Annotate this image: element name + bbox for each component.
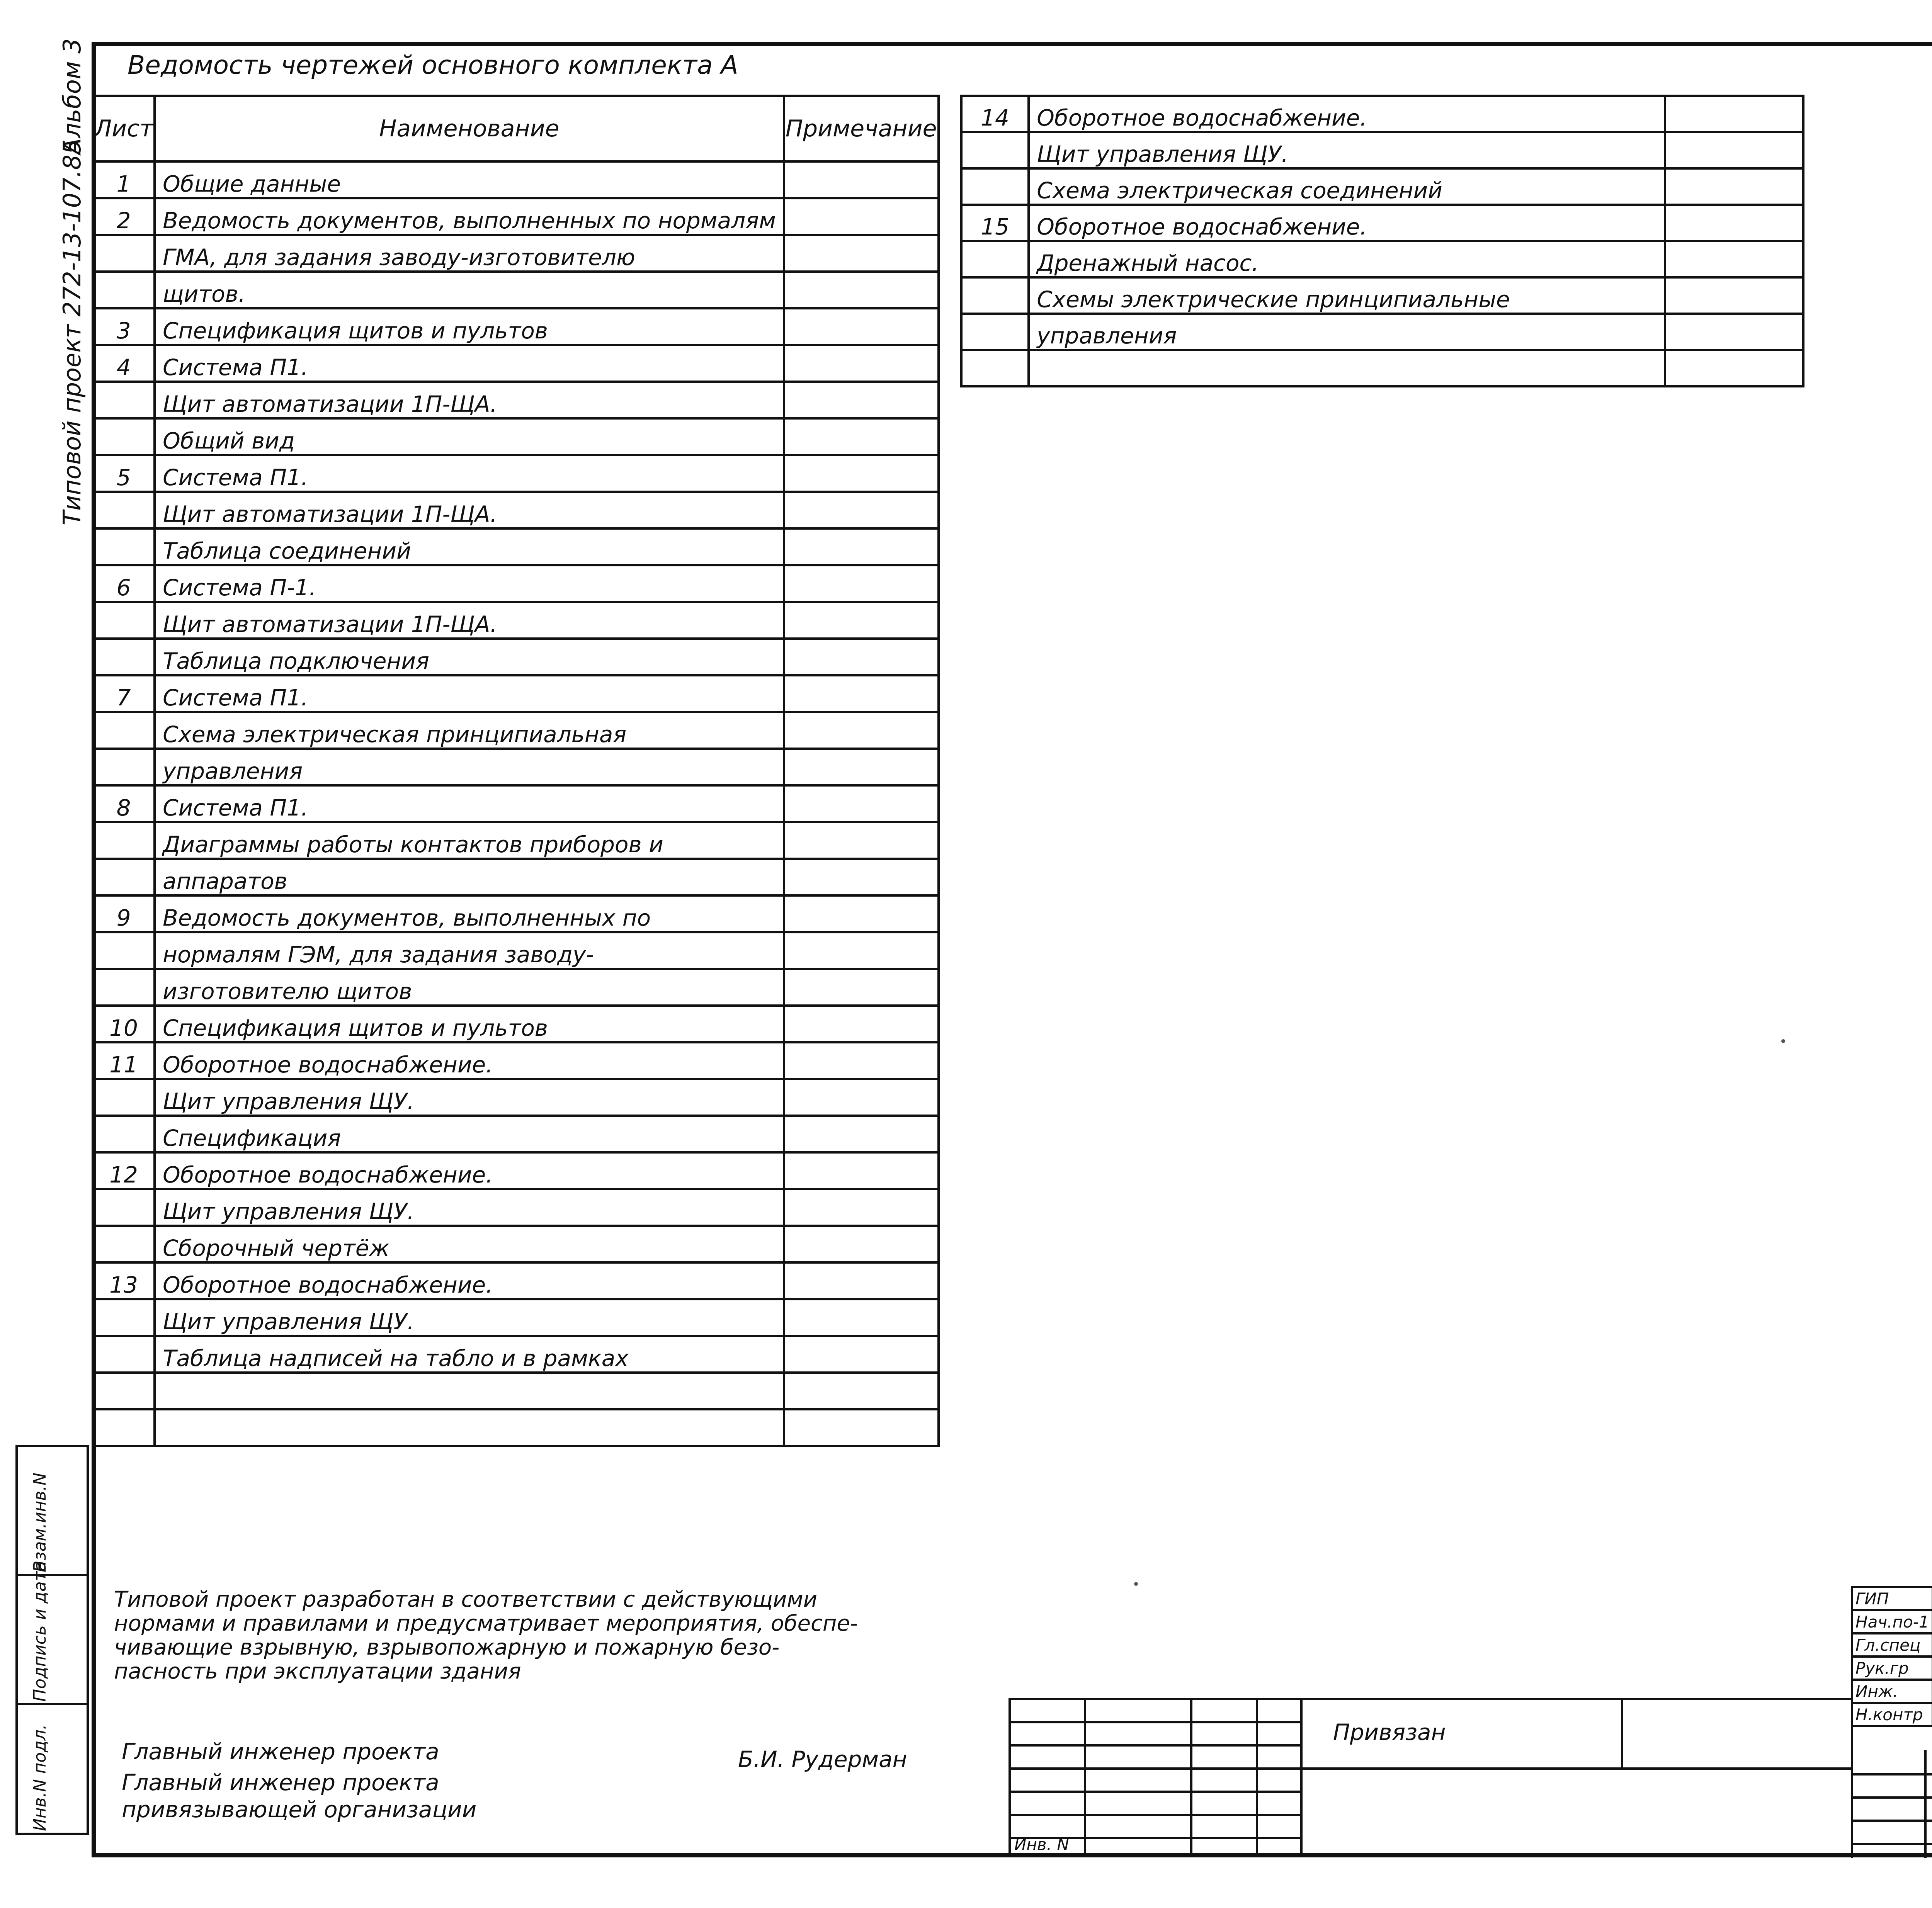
table-row <box>93 749 939 785</box>
table-row <box>93 1226 939 1262</box>
sheet-note <box>1665 241 1803 277</box>
sheet-number: 2 <box>93 198 155 235</box>
sheet-note <box>784 712 939 749</box>
sheet-note <box>1665 96 1803 132</box>
table-row <box>93 895 939 932</box>
sheet-name: Диаграммы работы контактов приборов и <box>155 822 784 859</box>
signature-row <box>1852 1610 1932 1633</box>
sheet-number <box>93 749 155 785</box>
table-row <box>93 235 939 272</box>
sheet-name: Таблица соединений <box>155 528 784 565</box>
sheet-name: Система П-1. <box>155 565 784 602</box>
table-row <box>93 785 939 822</box>
sheet-name: Щит автоматизации 1П-ЩА. <box>155 382 784 418</box>
signature-role: ГИП <box>1852 1587 1932 1610</box>
sheet-number <box>93 822 155 859</box>
side-label-2: Подпись и дата <box>30 1561 50 1702</box>
sheet-name: Дренажный насос. <box>1029 241 1665 277</box>
sheet-note <box>784 859 939 895</box>
signature-role: Гл.спец <box>1852 1633 1932 1657</box>
table-row <box>93 1299 939 1336</box>
sheet-note <box>784 969 939 1006</box>
table-row <box>93 1006 939 1042</box>
note-line: пасность при эксплуатации здания <box>114 1659 521 1684</box>
sheet-number <box>961 132 1029 168</box>
note-line: чивающие взрывную, взрывопожарную и пожарную безо- <box>114 1635 780 1660</box>
sheet-name: Схема электрическая принципиальная <box>155 712 784 749</box>
table-row <box>93 639 939 675</box>
sheet-name: Схема электрическая соединений <box>1029 168 1665 205</box>
note-line: Типовой проект разработан в соответствии с действующими <box>114 1587 818 1612</box>
table-row <box>961 132 1803 168</box>
sheet-note <box>1665 314 1803 350</box>
sheet-number <box>93 235 155 272</box>
sheet-number <box>93 1299 155 1336</box>
sheet-name <box>155 1373 784 1409</box>
sheet-note <box>784 749 939 785</box>
sheet-name: щитов. <box>155 272 784 308</box>
sheet-note <box>784 822 939 859</box>
sheet-note <box>784 1226 939 1262</box>
sheet-number: 5 <box>93 455 155 492</box>
sheet-name: нормалям ГЭМ, для задания заводу- <box>155 932 784 969</box>
col-header-sheet: Лист <box>93 96 155 161</box>
sheet-name: управления <box>1029 314 1665 350</box>
sheet-name: Система П1. <box>155 785 784 822</box>
sheet-note <box>784 418 939 455</box>
sheet-note <box>784 785 939 822</box>
sheet-name: аппаратов <box>155 859 784 895</box>
table-row <box>93 1152 939 1189</box>
table-row <box>961 277 1803 314</box>
table-row <box>961 314 1803 350</box>
sheet-number <box>93 1373 155 1409</box>
signature-row <box>1852 1703 1932 1726</box>
sheet-number <box>93 859 155 895</box>
sheet-number <box>93 1189 155 1226</box>
sheet-number <box>961 314 1029 350</box>
table-row <box>93 859 939 895</box>
sheet-note <box>784 895 939 932</box>
sheet-name: Щит управления ЩУ. <box>155 1189 784 1226</box>
sheet-name: Щит автоматизации 1П-ЩА. <box>155 492 784 528</box>
sheet-name: Спецификация щитов и пультов <box>155 1006 784 1042</box>
sheet-number <box>93 1116 155 1152</box>
sheet-number: 9 <box>93 895 155 932</box>
sheet-number <box>93 528 155 565</box>
sheet-note <box>784 602 939 639</box>
table-row <box>93 1262 939 1299</box>
sheet-name: Щит управления ЩУ. <box>1029 132 1665 168</box>
note-line: нормами и правилами и предусматривает мероприятия, обеспе- <box>114 1611 858 1636</box>
sheet-name: Общие данные <box>155 161 784 198</box>
table-row <box>93 1116 939 1152</box>
sheet-number <box>93 382 155 418</box>
table-row <box>93 602 939 639</box>
sheet-name: Щит автоматизации 1П-ЩА. <box>155 602 784 639</box>
sheet-note <box>784 528 939 565</box>
sheet-number <box>93 969 155 1006</box>
table-row <box>961 205 1803 241</box>
sheet-note <box>784 308 939 345</box>
drawings-table-right <box>960 95 1804 387</box>
table-row <box>93 492 939 528</box>
sheet-number: 13 <box>93 1262 155 1299</box>
sheet-note <box>784 161 939 198</box>
signature-role: Нач.по-1 <box>1852 1610 1932 1633</box>
sheet-name: Оборотное водоснабжение. <box>155 1152 784 1189</box>
sheet-note <box>784 1042 939 1079</box>
sheet-number <box>961 241 1029 277</box>
table-row <box>93 382 939 418</box>
sheet-number <box>93 712 155 749</box>
col-header-note: Примечание <box>784 96 939 161</box>
sheet-number: 4 <box>93 345 155 382</box>
sheet-number: 6 <box>93 565 155 602</box>
sheet-number <box>93 418 155 455</box>
binding-org-label: привязывающей организации <box>122 1796 477 1823</box>
table-row <box>93 1373 939 1409</box>
sheet-number: 8 <box>93 785 155 822</box>
sheet-note <box>784 382 939 418</box>
sheet-number <box>93 639 155 675</box>
table-row <box>93 932 939 969</box>
table-row <box>93 565 939 602</box>
sheet-number: 1 <box>93 161 155 198</box>
sheet-note <box>1665 277 1803 314</box>
sheet-note <box>784 1336 939 1373</box>
sheet-note <box>784 198 939 235</box>
sheet-name: Щит управления ЩУ. <box>155 1079 784 1116</box>
sheet-number <box>93 602 155 639</box>
sheet-note <box>784 1152 939 1189</box>
sheet-name: Оборотное водоснабжение. <box>155 1262 784 1299</box>
chief-engineer-name: Б.И. Рудерман <box>738 1746 907 1772</box>
sheet-number <box>93 932 155 969</box>
sheet-note <box>784 675 939 712</box>
sheet-name: Таблица подключения <box>155 639 784 675</box>
signature-role: Инж. <box>1852 1680 1932 1703</box>
sheet-name: Щит управления ЩУ. <box>155 1299 784 1336</box>
table-row <box>93 712 939 749</box>
album-label: Альбом 3 <box>58 38 86 155</box>
project-note <box>114 1588 858 1684</box>
sheet-title: Ведомость чертежей основного комплекта А <box>128 50 738 80</box>
sheet-number <box>93 1409 155 1446</box>
binding-block <box>1009 1698 1853 1856</box>
sheet-note <box>1665 132 1803 168</box>
sheet-number <box>961 168 1029 205</box>
table-row <box>93 822 939 859</box>
drawings-table-left <box>92 95 940 1447</box>
sheet-note <box>784 492 939 528</box>
table-row <box>961 241 1803 277</box>
table-row <box>961 168 1803 205</box>
sheet-number: 11 <box>93 1042 155 1079</box>
sheet-note <box>784 639 939 675</box>
sheet-name: Сборочный чертёж <box>155 1226 784 1262</box>
sheet-note <box>784 1189 939 1226</box>
sheet-number <box>961 350 1029 386</box>
table-row <box>93 198 939 235</box>
sheet-number <box>961 277 1029 314</box>
table-row <box>93 455 939 492</box>
table-row <box>93 1079 939 1116</box>
sheet-name: Схемы электрические принципиальные <box>1029 277 1665 314</box>
binding-engineer-label: Главный инженер проекта <box>122 1769 439 1796</box>
sheet-name <box>1029 350 1665 386</box>
table-row <box>93 1409 939 1446</box>
sheet-note <box>784 1262 939 1299</box>
sheet-note <box>784 1079 939 1116</box>
sheet-name <box>155 1409 784 1446</box>
col-header-name: Наименование <box>155 96 784 161</box>
sheet-number: 15 <box>961 205 1029 241</box>
sheet-note <box>1665 350 1803 386</box>
sheet-name: Система П1. <box>155 345 784 382</box>
sheet-number: 14 <box>961 96 1029 132</box>
sheet-number: 7 <box>93 675 155 712</box>
sheet-note <box>784 565 939 602</box>
sheet-number <box>93 1226 155 1262</box>
table-row <box>93 528 939 565</box>
sheet-note <box>1665 205 1803 241</box>
sheet-name: изготовителю щитов <box>155 969 784 1006</box>
table-row <box>93 345 939 382</box>
table-row <box>93 418 939 455</box>
title-block <box>1851 1586 1932 1858</box>
table-row <box>93 675 939 712</box>
table-row <box>93 308 939 345</box>
sheet-name: Общий вид <box>155 418 784 455</box>
chief-engineer-label: Главный инженер проекта <box>122 1738 439 1765</box>
sheet-number <box>93 492 155 528</box>
sheet-number <box>93 1336 155 1373</box>
signature-row <box>1852 1680 1932 1703</box>
sheet-note <box>784 1116 939 1152</box>
signature-row <box>1852 1633 1932 1657</box>
sheet-number: 3 <box>93 308 155 345</box>
sheet-name: Ведомость документов, выполненных по нормалям <box>155 198 784 235</box>
sheet-number: 10 <box>93 1006 155 1042</box>
side-stamp <box>15 1445 93 1835</box>
sheet-name: Спецификация <box>155 1116 784 1152</box>
signature-role: Н.контр <box>1852 1703 1932 1726</box>
table-row <box>93 272 939 308</box>
sheet-number <box>93 272 155 308</box>
inventory-label: Инв. N <box>1014 1835 1069 1854</box>
table-row <box>961 96 1803 132</box>
sheet-note <box>784 1409 939 1446</box>
signature-row <box>1852 1657 1932 1680</box>
sheet-name: ГМА, для задания заводу-изготовителю <box>155 235 784 272</box>
table-row <box>93 161 939 198</box>
sheet-note <box>784 235 939 272</box>
sheet-name: Оборотное водоснабжение. <box>1029 96 1665 132</box>
sheet-name: Спецификация щитов и пультов <box>155 308 784 345</box>
binding-label: Привязан <box>1333 1719 1446 1745</box>
sheet-note <box>784 345 939 382</box>
sheet-note <box>784 1373 939 1409</box>
table-row <box>961 350 1803 386</box>
sheet-note <box>784 272 939 308</box>
table-row <box>93 969 939 1006</box>
sheet-name: Система П1. <box>155 455 784 492</box>
table-row <box>93 1189 939 1226</box>
signatures-table <box>1851 1586 1932 1727</box>
sheet-name: Оборотное водоснабжение. <box>155 1042 784 1079</box>
sheet-note <box>784 932 939 969</box>
signature-row <box>1852 1587 1932 1610</box>
sheet-note <box>784 455 939 492</box>
side-label-3: Инв.N подл. <box>30 1724 50 1831</box>
sheet-name: Система П1. <box>155 675 784 712</box>
table-row <box>93 1042 939 1079</box>
table-row <box>93 1336 939 1373</box>
sheet-note <box>1665 168 1803 205</box>
signature-role: Рук.гр <box>1852 1657 1932 1680</box>
sheet-name: Ведомость документов, выполненных по <box>155 895 784 932</box>
sheet-number <box>93 1079 155 1116</box>
side-label-1: Взам.инв.N <box>30 1473 50 1572</box>
sheet-name: Оборотное водоснабжение. <box>1029 205 1665 241</box>
project-label: Типовой проект 272-13-107.85 <box>58 139 86 525</box>
sheet-note <box>784 1299 939 1336</box>
sheet-name: управления <box>155 749 784 785</box>
sheet-number: 12 <box>93 1152 155 1189</box>
sheet-name: Таблица надписей на табло и в рамках <box>155 1336 784 1373</box>
sheet-note <box>784 1006 939 1042</box>
